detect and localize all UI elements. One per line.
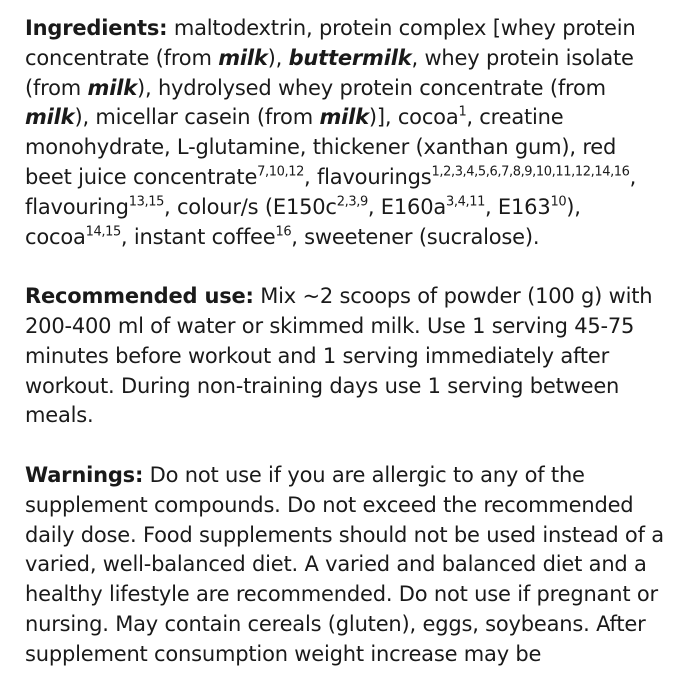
allergen-milk: milk bbox=[87, 75, 137, 100]
ingredients-text: ), hydrolysed whey protein concentrate (from bbox=[137, 75, 606, 100]
warnings-paragraph bbox=[25, 461, 665, 670]
footnote-ref: 2,3,9 bbox=[336, 194, 368, 210]
ingredients-text: maltodextrin, protein complex [whey protein concentrate (from bbox=[25, 16, 636, 70]
footnote-ref: 16 bbox=[275, 224, 292, 240]
footnote-ref: 7,10,12 bbox=[257, 164, 304, 180]
footnote-ref: 1 bbox=[458, 104, 467, 120]
product-label-text bbox=[25, 14, 665, 699]
ingredients-text: , sweetener (sucralose). bbox=[291, 224, 540, 249]
ingredients-text: ), cocoa bbox=[25, 194, 581, 249]
ingredients-text: , colour/s (E150c bbox=[164, 194, 337, 219]
recommended-use-paragraph bbox=[25, 282, 665, 431]
ingredients-paragraph bbox=[25, 14, 665, 252]
ingredients-text: )], cocoa bbox=[368, 105, 459, 130]
recommended-use-text: Mix ~2 scoops of powder (100 g) with 200-400 ml of water or skimmed milk. Use 1 serving 45-75 minutes before workout and 1 serving immediately after workout. During non-training days use 1 serving between meals. bbox=[25, 284, 653, 428]
ingredients-heading: Ingredients: bbox=[25, 16, 168, 40]
ingredients-text: , whey protein isolate (from bbox=[25, 45, 634, 100]
footnote-ref: 3,4,11 bbox=[446, 194, 485, 210]
footnote-ref: 10 bbox=[550, 194, 567, 210]
ingredients-text: , E163 bbox=[484, 194, 551, 219]
warnings-text: Do not use if you are allergic to any of the supplement compounds. Do not exceed the recommended daily dose. Food supplements should not be used instead of a varied, well-balanced diet. A varied and balanced diet and a healthy lifestyle are recommended. Do not use if pregnant or nursing. May contain cereals (gluten), eggs, soybeans. After supplement consumption weight increase may be bbox=[25, 462, 664, 666]
footnote-ref: 14,15 bbox=[85, 224, 121, 240]
recommended-use-heading: Recommended use: bbox=[25, 284, 254, 309]
warnings-heading: Warnings: bbox=[25, 462, 144, 487]
footnote-ref: 1,2,3,4,5,6,7,8,9,10,11,12,14,16 bbox=[431, 164, 630, 180]
ingredients-text: , flavourings bbox=[304, 164, 432, 189]
ingredients-text: , creatine monohydrate, L-glutamine, thickener (xanthan gum), red beet juice concentrate bbox=[25, 105, 617, 189]
footnote-ref: 13,15 bbox=[128, 194, 165, 210]
allergen-buttermilk: buttermilk bbox=[288, 45, 412, 70]
allergen-milk: milk bbox=[319, 105, 369, 130]
allergen-milk: milk bbox=[218, 45, 268, 70]
ingredients-text: , E160a bbox=[367, 194, 447, 219]
ingredients-text: , flavouring bbox=[25, 164, 637, 219]
allergen-milk: milk bbox=[25, 105, 75, 130]
ingredients-text: ), bbox=[267, 45, 289, 70]
ingredients-text: , instant coffee bbox=[120, 224, 276, 249]
ingredients-text: ), micellar casein (from bbox=[74, 105, 320, 130]
